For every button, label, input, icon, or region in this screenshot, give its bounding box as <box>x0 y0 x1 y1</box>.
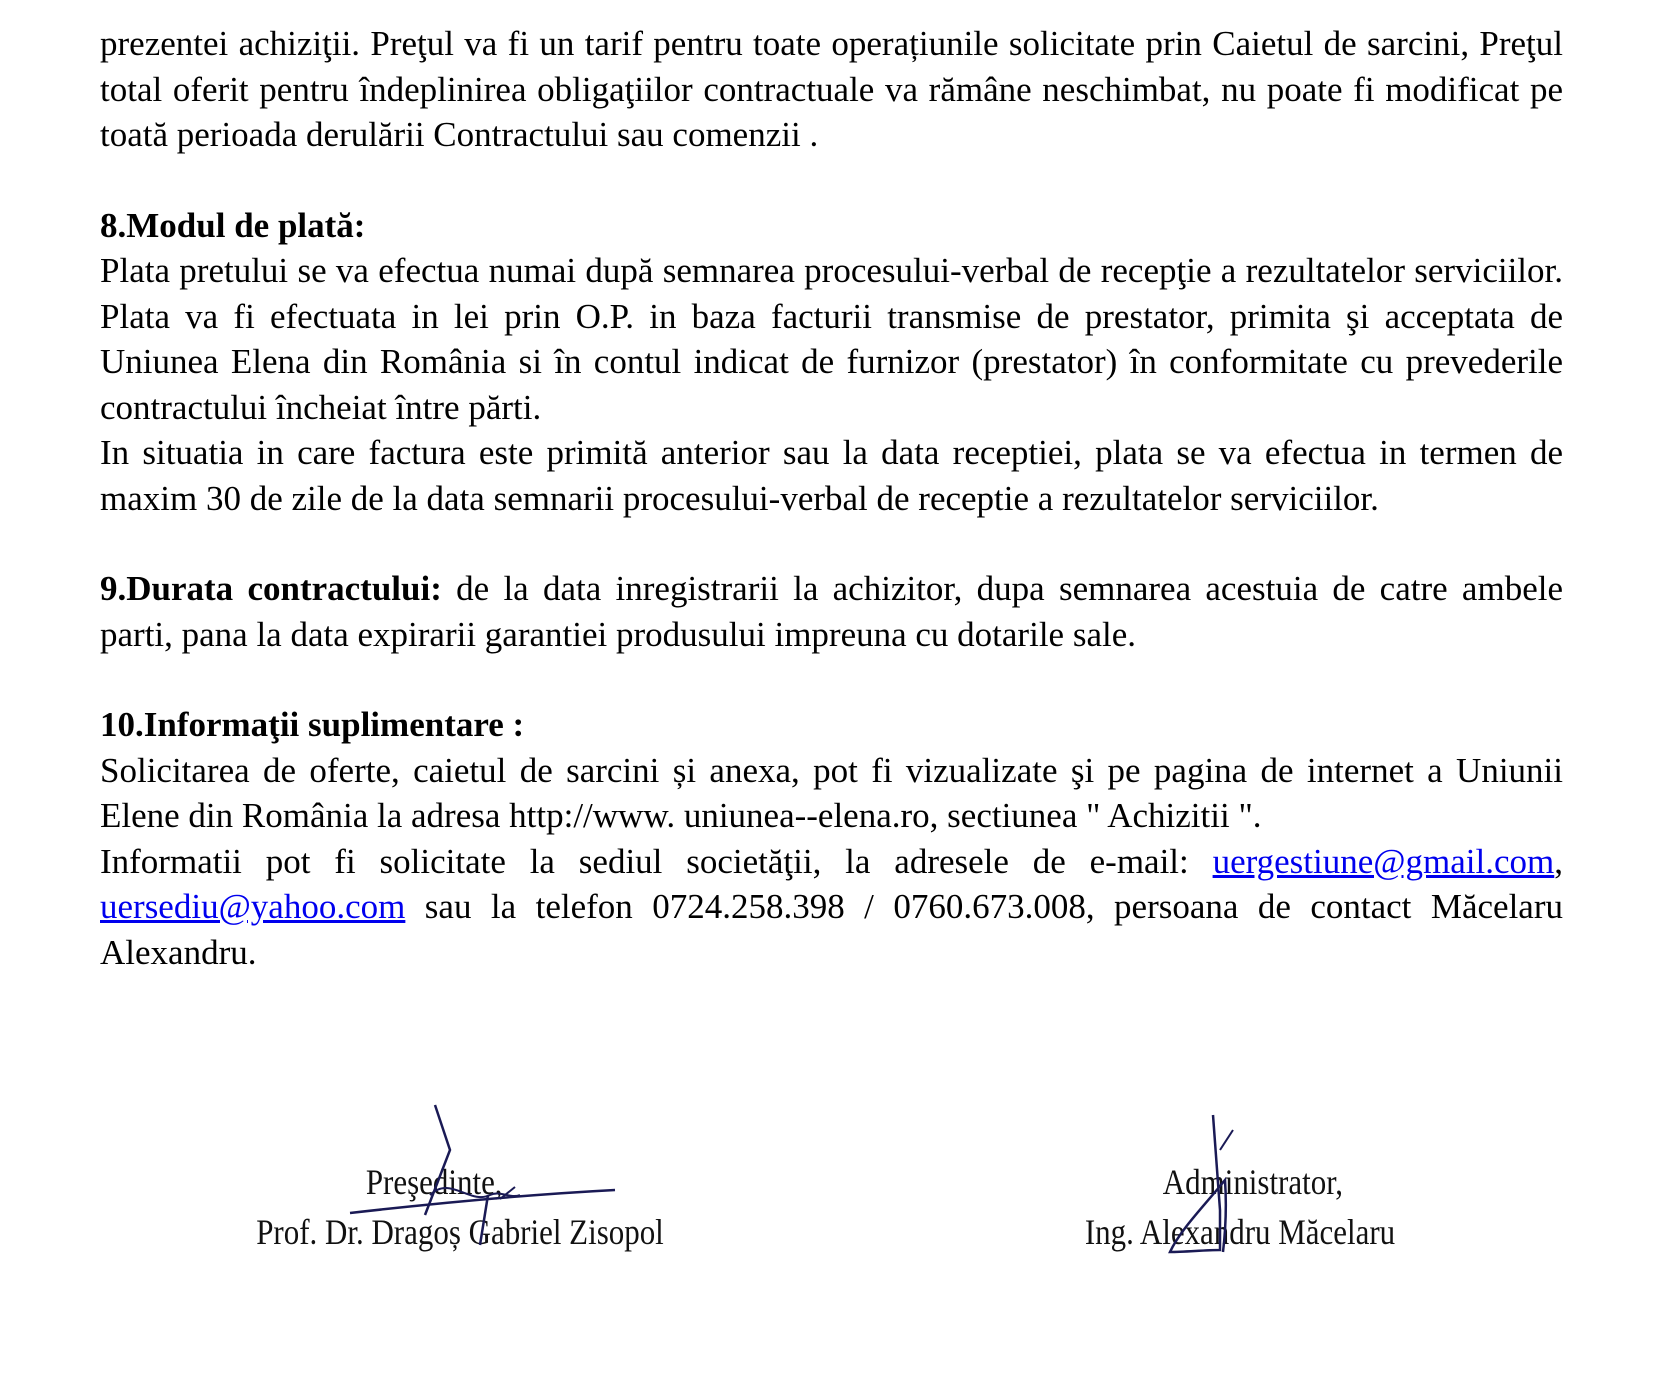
president-title: Preşedinte, <box>365 1162 503 1202</box>
administrator-title: Administrator, <box>1162 1162 1343 1202</box>
section-9-paragraph <box>100 566 1563 657</box>
email-link-gestiune[interactable]: uergestiune@gmail.com <box>1212 841 1555 881</box>
administrator-name: Ing. Alexandru Măcelaru <box>1084 1212 1396 1252</box>
email-link-sediu[interactable]: uersediu@yahoo.com <box>100 887 406 926</box>
section-9-text: de la data inregistrarii la achizitor, dupa semnarea acestuia de catre ambele parti, pana la data expirarii garantiei produsului impreuna cu dotarile sale. <box>100 569 1563 654</box>
administrator-handwritten-signature <box>1165 1110 1275 1270</box>
document-body <box>100 21 1563 975</box>
section-10-paragraph-2 <box>100 839 1563 976</box>
president-handwritten-signature <box>340 1095 640 1255</box>
section-8-heading: 8.Modul de plată: <box>100 205 366 245</box>
section-8-paragraph-1: Plata pretului se va efectua numai după semnarea procesului-verbal de recepţie a rezultatelor serviciilor. Plata va fi efectuata in lei prin O.P. in baza facturii transmise de prestator, primita şi acceptata de Uniunea Elena din România si în contul indicat de furnizor (prestator) în conformitate cu prevederile contractului încheiat între părti. <box>100 251 1563 427</box>
section-10-paragraph-1: Solicitarea de oferte, caietul de sarcini și anexa, pot fi vizualizate şi pe pagina de internet a Uniunii Elene din România la adresa http://www. uniunea--elena.ro, sectiunea " Achizitii ". <box>100 750 1563 835</box>
contact-prefix: Informatii pot fi solicitate la sediul societăţii, la adresele de e-mail: <box>100 841 1213 881</box>
section-9-heading: 9.Durata contractului: <box>100 569 442 608</box>
contact-comma: , <box>1554 841 1563 881</box>
prev-section-paragraph: prezentei achiziţii. Preţul va fi un tarif pentru toate operațiunile solicitate prin Caietul de sarcini, Preţul total oferit pentru îndeplinirea obligaţiilor contractuale va rămâne neschimbat, nu poate fi modificat pe toată perioada derulării Contractului sau comenzii . <box>100 24 1563 154</box>
section-8-paragraph-2: In situatia in care factura este primită anterior sau la data receptiei, plata se va efectua in termen de maxim 30 de zile de la data semnarii procesului-verbal de receptie a rezultatelor serviciilor. <box>100 433 1563 518</box>
contact-suffix: sau la telefon 0724.258.398 / 0760.673.008, persoana de contact Măcelaru Alexandru. <box>100 887 1563 972</box>
president-name: Prof. Dr. Dragoș Gabriel Zisopol <box>256 1212 664 1252</box>
section-10-heading: 10.Informaţii suplimentare : <box>100 705 525 744</box>
